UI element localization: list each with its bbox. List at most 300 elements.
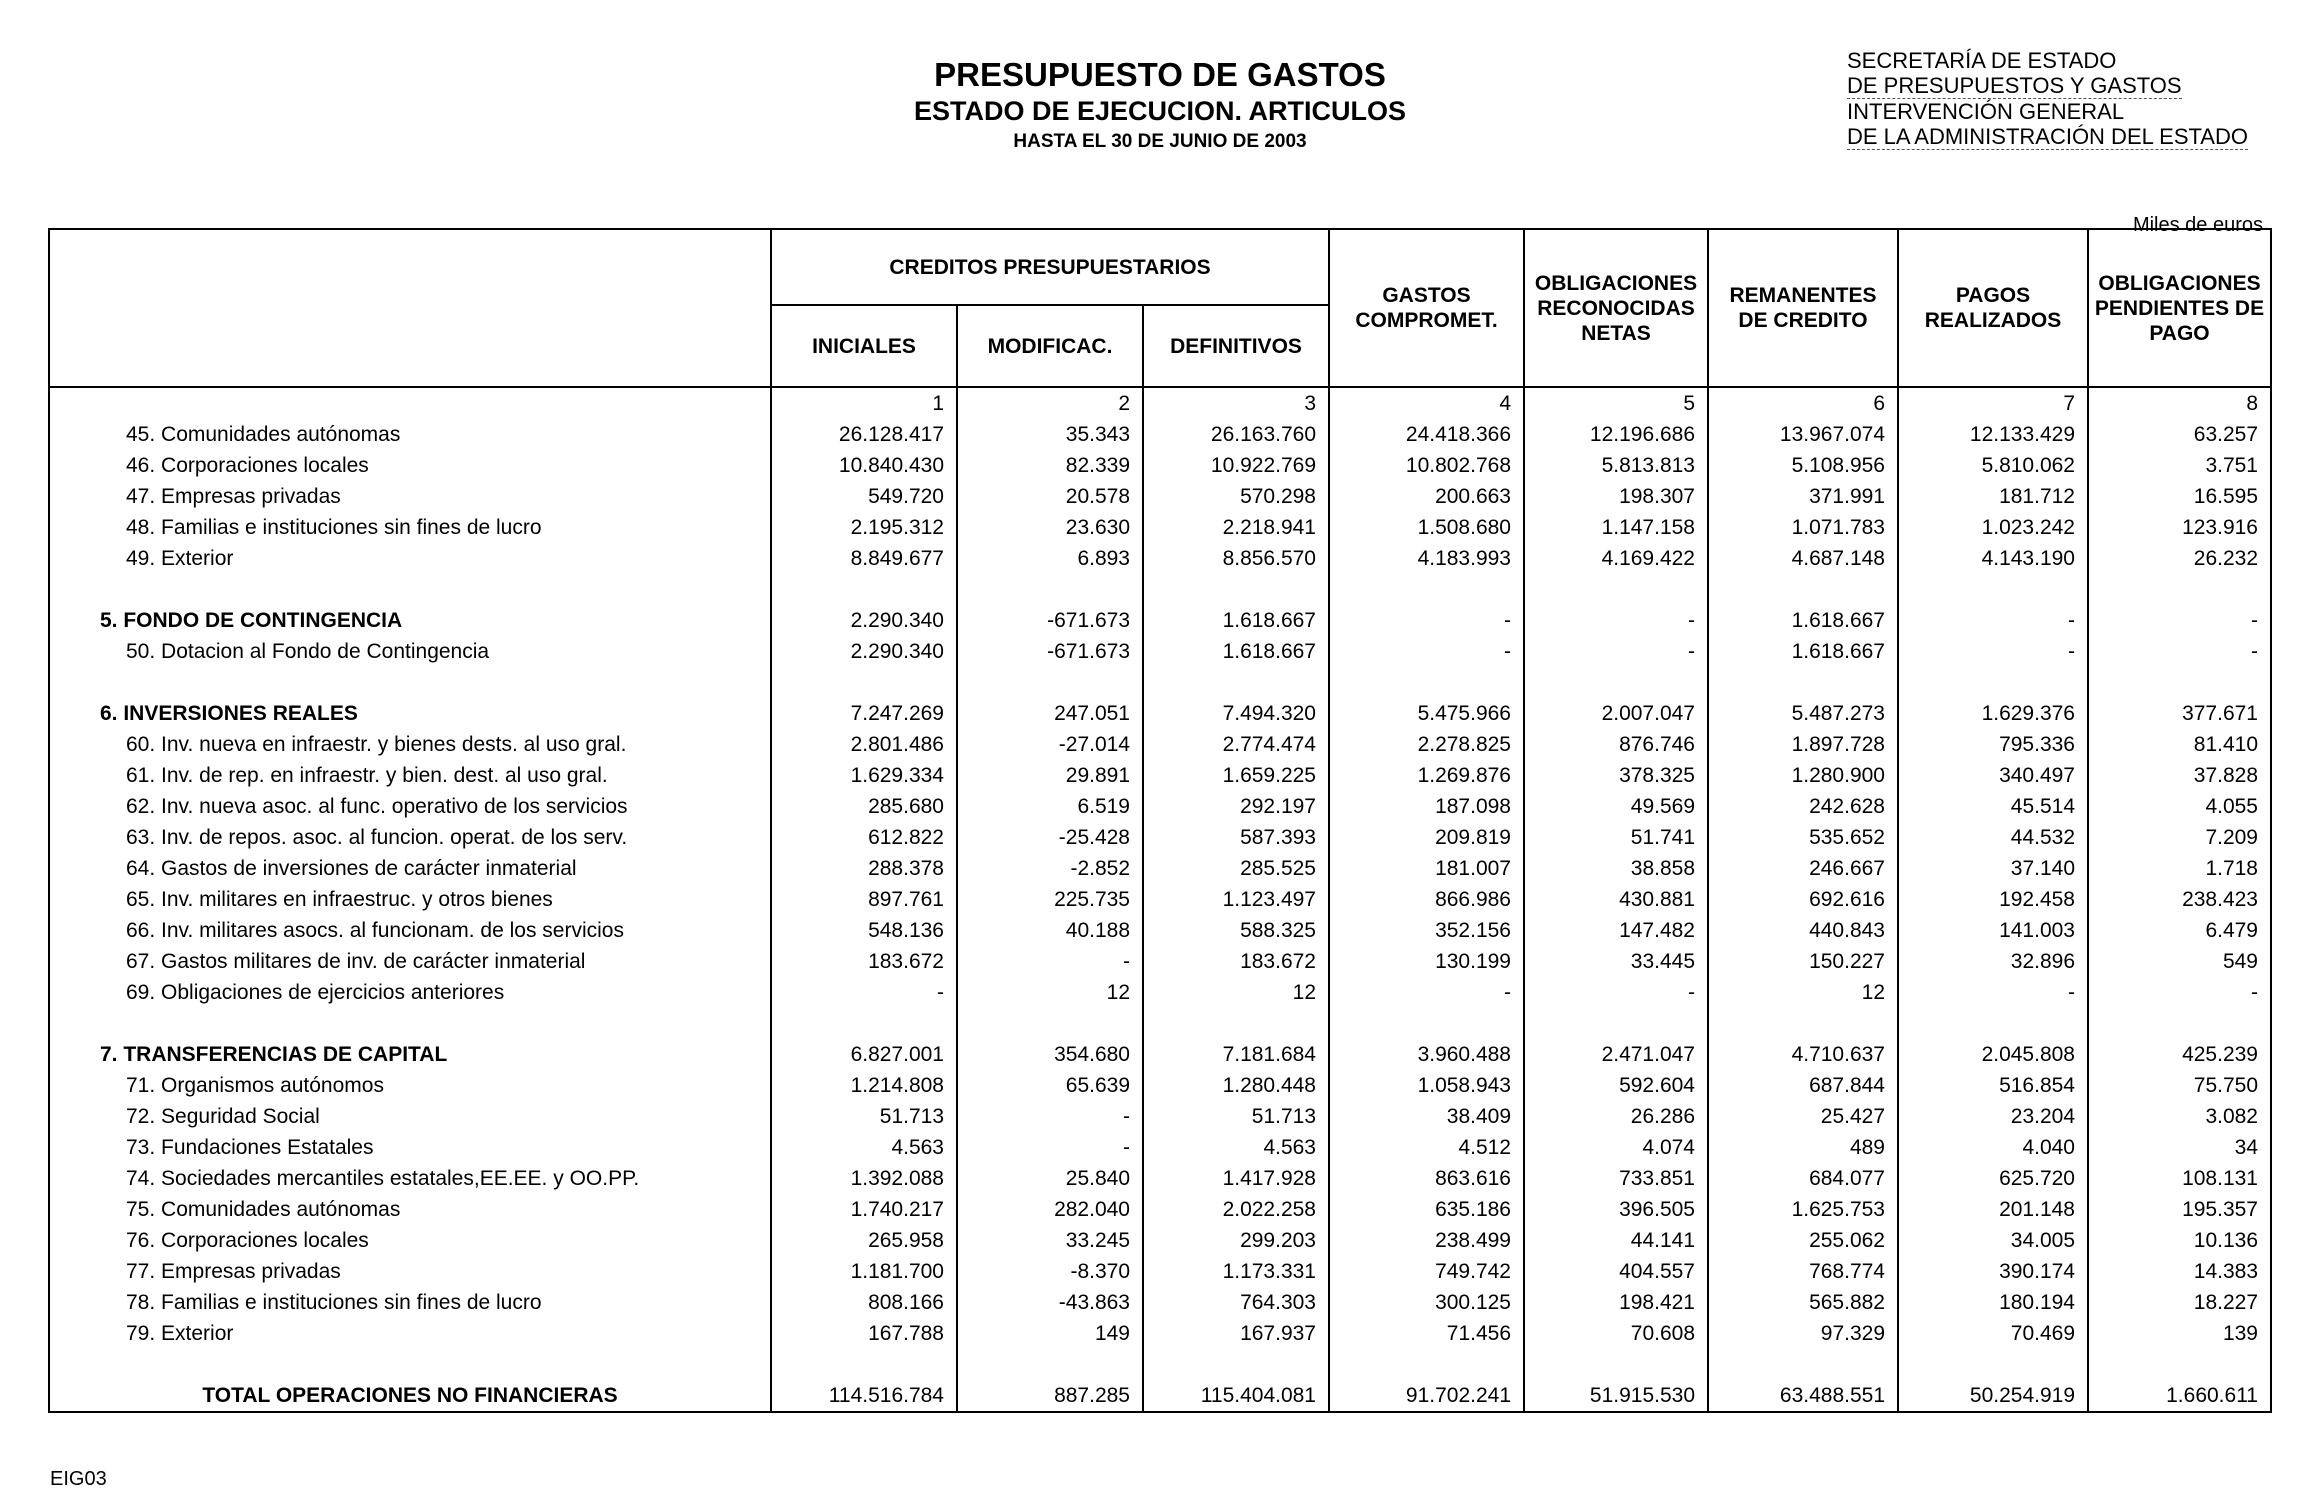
value-cell: 16.595	[2088, 481, 2271, 512]
table-row	[49, 450, 2271, 481]
value-cell: 40.188	[957, 915, 1143, 946]
value-cell: 255.062	[1708, 1225, 1898, 1256]
units-label: Miles de euros	[2132, 214, 2263, 236]
value-cell: 5.108.956	[1708, 450, 1898, 481]
value-cell: 26.163.760	[1143, 419, 1329, 450]
value-cell: 4.183.993	[1329, 543, 1524, 574]
value-cell: 4.169.422	[1524, 543, 1708, 574]
value-cell: 1.280.900	[1708, 760, 1898, 791]
value-cell: 489	[1708, 1132, 1898, 1163]
value-cell: 2.774.474	[1143, 729, 1329, 760]
value-cell: 10.802.768	[1329, 450, 1524, 481]
value-cell: 180.194	[1898, 1287, 2088, 1318]
value-cell: 45.514	[1898, 791, 2088, 822]
value-cell: 13.967.074	[1708, 419, 1898, 450]
value-cell: 684.077	[1708, 1163, 1898, 1194]
table-row	[49, 1287, 2271, 1318]
header-remanentes: REMANENTES DE CREDITO	[1708, 229, 1898, 387]
row-label: 5. FONDO DE CONTINGENCIA	[49, 605, 771, 636]
table-row	[49, 1163, 2271, 1194]
value-cell: 246.667	[1708, 853, 1898, 884]
value-cell: 12.196.686	[1524, 419, 1708, 450]
spacer-cell	[1898, 1349, 2088, 1380]
value-cell: 1.023.242	[1898, 512, 2088, 543]
value-cell: 265.958	[771, 1225, 957, 1256]
value-cell: 1.147.158	[1524, 512, 1708, 543]
value-cell: 63.257	[2088, 419, 2271, 450]
spacer-cell	[1708, 1349, 1898, 1380]
value-cell: 8.849.677	[771, 543, 957, 574]
value-cell: 4.512	[1329, 1132, 1524, 1163]
header-gastos: GASTOS COMPROMET.	[1329, 229, 1524, 387]
value-cell: 238.423	[2088, 884, 2271, 915]
value-cell: 51.741	[1524, 822, 1708, 853]
spacer-cell	[957, 574, 1143, 605]
column-number: 1	[771, 387, 957, 419]
spacer-cell	[49, 1349, 771, 1380]
agency-block	[1847, 48, 2248, 150]
column-number: 2	[957, 387, 1143, 419]
agency-line-2: DE PRESUPUESTOS Y GASTOS	[1847, 73, 2182, 98]
value-cell: 51.915.530	[1524, 1380, 1708, 1412]
value-cell: 2.290.340	[771, 605, 957, 636]
header-iniciales: INICIALES	[771, 305, 957, 387]
value-cell: 535.652	[1708, 822, 1898, 853]
table-row	[49, 1318, 2271, 1349]
value-cell: 866.986	[1329, 884, 1524, 915]
value-cell: 808.166	[771, 1287, 957, 1318]
document-title: PRESUPUESTO DE GASTOS	[934, 56, 1386, 93]
column-number: 8	[2088, 387, 2271, 419]
agency-line-3: INTERVENCIÓN GENERAL	[1847, 99, 2125, 124]
value-cell: 352.156	[1329, 915, 1524, 946]
value-cell: 592.604	[1524, 1070, 1708, 1101]
table-row	[49, 791, 2271, 822]
row-label: 60. Inv. nueva en infraestr. y bienes dests. al uso gral.	[49, 729, 771, 760]
value-cell: 863.616	[1329, 1163, 1524, 1194]
value-cell: 10.840.430	[771, 450, 957, 481]
value-cell: 34	[2088, 1132, 2271, 1163]
value-cell: 75.750	[2088, 1070, 2271, 1101]
value-cell: 1.740.217	[771, 1194, 957, 1225]
value-cell: 34.005	[1898, 1225, 2088, 1256]
value-cell: -	[1524, 636, 1708, 667]
value-cell: 12	[957, 977, 1143, 1008]
spacer-cell	[1708, 574, 1898, 605]
value-cell: 44.532	[1898, 822, 2088, 853]
section-row	[49, 698, 2271, 729]
value-cell: 7.209	[2088, 822, 2271, 853]
row-label: 73. Fundaciones Estatales	[49, 1132, 771, 1163]
value-cell: -	[1898, 605, 2088, 636]
value-cell: 2.218.941	[1143, 512, 1329, 543]
spacer-cell	[1524, 667, 1708, 698]
value-cell: 26.232	[2088, 543, 2271, 574]
row-label: 46. Corporaciones locales	[49, 450, 771, 481]
value-cell: 692.616	[1708, 884, 1898, 915]
column-number: 3	[1143, 387, 1329, 419]
row-label: 6. INVERSIONES REALES	[49, 698, 771, 729]
row-label: 76. Corporaciones locales	[49, 1225, 771, 1256]
value-cell: 183.672	[1143, 946, 1329, 977]
row-label: 71. Organismos autónomos	[49, 1070, 771, 1101]
table-row	[49, 1101, 2271, 1132]
value-cell: 33.445	[1524, 946, 1708, 977]
value-cell: 70.608	[1524, 1318, 1708, 1349]
value-cell: 612.822	[771, 822, 957, 853]
value-cell: 795.336	[1898, 729, 2088, 760]
value-cell: 764.303	[1143, 1287, 1329, 1318]
value-cell: 292.197	[1143, 791, 1329, 822]
value-cell: 440.843	[1708, 915, 1898, 946]
header-obligaciones: OBLIGACIONES RECONOCIDAS NETAS	[1524, 229, 1708, 387]
spacer-cell	[2088, 574, 2271, 605]
value-cell: 1.718	[2088, 853, 2271, 884]
value-cell: 150.227	[1708, 946, 1898, 977]
value-cell: 6.893	[957, 543, 1143, 574]
value-cell: 300.125	[1329, 1287, 1524, 1318]
value-cell: 37.140	[1898, 853, 2088, 884]
value-cell: 1.392.088	[771, 1163, 957, 1194]
spacer-cell	[1898, 574, 2088, 605]
row-label: 7. TRANSFERENCIAS DE CAPITAL	[49, 1039, 771, 1070]
table-row	[49, 946, 2271, 977]
value-cell: 548.136	[771, 915, 957, 946]
value-cell: 70.469	[1898, 1318, 2088, 1349]
value-cell: 340.497	[1898, 760, 2088, 791]
value-cell: -	[2088, 636, 2271, 667]
value-cell: 12	[1143, 977, 1329, 1008]
value-cell: 167.788	[771, 1318, 957, 1349]
header-creditos: CREDITOS PRESUPUESTARIOS	[771, 229, 1329, 305]
table-row	[49, 822, 2271, 853]
row-label: 49. Exterior	[49, 543, 771, 574]
value-cell: 35.343	[957, 419, 1143, 450]
value-cell: 390.174	[1898, 1256, 2088, 1287]
value-cell: 1.280.448	[1143, 1070, 1329, 1101]
row-label: 61. Inv. de rep. en infraestr. y bien. dest. al uso gral.	[49, 760, 771, 791]
table-row	[49, 760, 2271, 791]
value-cell: 25.427	[1708, 1101, 1898, 1132]
value-cell: 3.751	[2088, 450, 2271, 481]
table-row	[49, 636, 2271, 667]
value-cell: 167.937	[1143, 1318, 1329, 1349]
spacer-cell	[49, 1008, 771, 1039]
value-cell: -	[771, 977, 957, 1008]
document-date: HASTA EL 30 DE JUNIO DE 2003	[1013, 131, 1307, 152]
value-cell: 63.488.551	[1708, 1380, 1898, 1412]
value-cell: 81.410	[2088, 729, 2271, 760]
spacer-cell	[1329, 667, 1524, 698]
value-cell: 25.840	[957, 1163, 1143, 1194]
value-cell: 238.499	[1329, 1225, 1524, 1256]
value-cell: 115.404.081	[1143, 1380, 1329, 1412]
value-cell: 377.671	[2088, 698, 2271, 729]
row-label: 62. Inv. nueva asoc. al func. operativo de los servicios	[49, 791, 771, 822]
row-label: 74. Sociedades mercantiles estatales,EE.EE. y OO.PP.	[49, 1163, 771, 1194]
value-cell: 4.710.637	[1708, 1039, 1898, 1070]
column-number: 4	[1329, 387, 1524, 419]
value-cell: 749.742	[1329, 1256, 1524, 1287]
value-cell: 354.680	[957, 1039, 1143, 1070]
value-cell: 130.199	[1329, 946, 1524, 977]
value-cell: 285.680	[771, 791, 957, 822]
spacer-cell	[1143, 574, 1329, 605]
value-cell: 29.891	[957, 760, 1143, 791]
value-cell: 288.378	[771, 853, 957, 884]
column-number: 6	[1708, 387, 1898, 419]
value-cell: 183.672	[771, 946, 957, 977]
row-label: 47. Empresas privadas	[49, 481, 771, 512]
value-cell: 282.040	[957, 1194, 1143, 1225]
row-label: 45. Comunidades autónomas	[49, 419, 771, 450]
value-cell: 10.136	[2088, 1225, 2271, 1256]
value-cell: 1.269.876	[1329, 760, 1524, 791]
value-cell: -	[1898, 636, 2088, 667]
value-cell: -	[2088, 605, 2271, 636]
value-cell: 1.173.331	[1143, 1256, 1329, 1287]
header-modificac: MODIFICAC.	[957, 305, 1143, 387]
section-row	[49, 605, 2271, 636]
value-cell: 1.897.728	[1708, 729, 1898, 760]
value-cell: 97.329	[1708, 1318, 1898, 1349]
value-cell: 5.487.273	[1708, 698, 1898, 729]
value-cell: 1.625.753	[1708, 1194, 1898, 1225]
value-cell: 65.639	[957, 1070, 1143, 1101]
value-cell: 20.578	[957, 481, 1143, 512]
table-row	[49, 884, 2271, 915]
value-cell: 285.525	[1143, 853, 1329, 884]
value-cell: 635.186	[1329, 1194, 1524, 1225]
spacer-cell	[1143, 1349, 1329, 1380]
budget-table-body	[49, 387, 2271, 1412]
value-cell: -2.852	[957, 853, 1143, 884]
value-cell: 12	[1708, 977, 1898, 1008]
spacer-cell	[1143, 1008, 1329, 1039]
value-cell: 23.630	[957, 512, 1143, 543]
spacer-row	[49, 574, 2271, 605]
column-number: 7	[1898, 387, 2088, 419]
agency-line-1: SECRETARÍA DE ESTADO	[1847, 48, 2117, 73]
spacer-cell	[1524, 1349, 1708, 1380]
value-cell: 587.393	[1143, 822, 1329, 853]
table-row	[49, 1256, 2271, 1287]
column-number: 5	[1524, 387, 1708, 419]
table-row	[49, 543, 2271, 574]
table-row	[49, 512, 2271, 543]
footer-code: EIG03	[50, 1468, 107, 1490]
value-cell: 1.629.376	[1898, 698, 2088, 729]
value-cell: 187.098	[1329, 791, 1524, 822]
value-cell: 26.286	[1524, 1101, 1708, 1132]
value-cell: 1.618.667	[1708, 605, 1898, 636]
value-cell: 1.618.667	[1708, 636, 1898, 667]
row-label: 48. Familias e instituciones sin fines de lucro	[49, 512, 771, 543]
value-cell: 2.007.047	[1524, 698, 1708, 729]
value-cell: 687.844	[1708, 1070, 1898, 1101]
total-row	[49, 1380, 2271, 1412]
value-cell: 149	[957, 1318, 1143, 1349]
value-cell: 733.851	[1524, 1163, 1708, 1194]
value-cell: 1.071.783	[1708, 512, 1898, 543]
value-cell: -	[1329, 977, 1524, 1008]
value-cell: 887.285	[957, 1380, 1143, 1412]
value-cell: 201.148	[1898, 1194, 2088, 1225]
value-cell: 209.819	[1329, 822, 1524, 853]
value-cell: 1.618.667	[1143, 636, 1329, 667]
value-cell: 147.482	[1524, 915, 1708, 946]
value-cell: 4.563	[771, 1132, 957, 1163]
value-cell: 3.082	[2088, 1101, 2271, 1132]
spacer-cell	[1898, 1008, 2088, 1039]
spacer-cell	[2088, 667, 2271, 698]
value-cell: 1.181.700	[771, 1256, 957, 1287]
value-cell: 2.471.047	[1524, 1039, 1708, 1070]
value-cell: -	[1329, 605, 1524, 636]
spacer-cell	[1708, 1008, 1898, 1039]
header-definitivos: DEFINITIVOS	[1143, 305, 1329, 387]
value-cell: 139	[2088, 1318, 2271, 1349]
spacer-cell	[49, 574, 771, 605]
document-title-block	[880, 55, 1440, 155]
value-cell: 516.854	[1898, 1070, 2088, 1101]
value-cell: 430.881	[1524, 884, 1708, 915]
value-cell: 7.181.684	[1143, 1039, 1329, 1070]
table-row	[49, 729, 2271, 760]
value-cell: 181.007	[1329, 853, 1524, 884]
value-cell: 198.307	[1524, 481, 1708, 512]
value-cell: -27.014	[957, 729, 1143, 760]
row-label: 72. Seguridad Social	[49, 1101, 771, 1132]
spacer-cell	[957, 1008, 1143, 1039]
spacer-cell	[49, 667, 771, 698]
value-cell: 425.239	[2088, 1039, 2271, 1070]
spacer-row	[49, 667, 2271, 698]
value-cell: 24.418.366	[1329, 419, 1524, 450]
value-cell: 91.702.241	[1329, 1380, 1524, 1412]
spacer-cell	[1143, 667, 1329, 698]
value-cell: 1.214.808	[771, 1070, 957, 1101]
value-cell: 23.204	[1898, 1101, 2088, 1132]
value-cell: 225.735	[957, 884, 1143, 915]
value-cell: 371.991	[1708, 481, 1898, 512]
value-cell: 2.195.312	[771, 512, 957, 543]
value-cell: -	[1898, 977, 2088, 1008]
table-row	[49, 1225, 2271, 1256]
value-cell: 4.687.148	[1708, 543, 1898, 574]
value-cell: 18.227	[2088, 1287, 2271, 1318]
value-cell: 6.479	[2088, 915, 2271, 946]
value-cell: 141.003	[1898, 915, 2088, 946]
value-cell: 5.813.813	[1524, 450, 1708, 481]
value-cell: 6.519	[957, 791, 1143, 822]
table-row	[49, 481, 2271, 512]
value-cell: 4.055	[2088, 791, 2271, 822]
value-cell: 2.801.486	[771, 729, 957, 760]
column-number-blank	[49, 387, 771, 419]
value-cell: -43.863	[957, 1287, 1143, 1318]
value-cell: 38.409	[1329, 1101, 1524, 1132]
header-pendientes: OBLIGACIONES PENDIENTES DE PAGO	[2088, 229, 2271, 387]
document-subtitle: ESTADO DE EJECUCION. ARTICULOS	[913, 96, 1407, 126]
value-cell: 768.774	[1708, 1256, 1898, 1287]
spacer-cell	[1708, 667, 1898, 698]
value-cell: -671.673	[957, 636, 1143, 667]
value-cell: 625.720	[1898, 1163, 2088, 1194]
value-cell: 897.761	[771, 884, 957, 915]
row-label: 67. Gastos militares de inv. de carácter inmaterial	[49, 946, 771, 977]
value-cell: 2.290.340	[771, 636, 957, 667]
row-label: 66. Inv. militares asocs. al funcionam. de los servicios	[49, 915, 771, 946]
value-cell: -	[957, 1132, 1143, 1163]
row-label: 79. Exterior	[49, 1318, 771, 1349]
row-label: 78. Familias e instituciones sin fines de lucro	[49, 1287, 771, 1318]
table-row	[49, 977, 2271, 1008]
value-cell: 1.417.928	[1143, 1163, 1329, 1194]
value-cell: -	[2088, 977, 2271, 1008]
value-cell: 5.810.062	[1898, 450, 2088, 481]
value-cell: 570.298	[1143, 481, 1329, 512]
value-cell: -	[1524, 977, 1708, 1008]
value-cell: 1.629.334	[771, 760, 957, 791]
value-cell: 1.659.225	[1143, 760, 1329, 791]
value-cell: 37.828	[2088, 760, 2271, 791]
value-cell: 1.123.497	[1143, 884, 1329, 915]
value-cell: 49.569	[1524, 791, 1708, 822]
value-cell: -671.673	[957, 605, 1143, 636]
spacer-row	[49, 1349, 2271, 1380]
value-cell: 7.494.320	[1143, 698, 1329, 729]
table-row	[49, 1194, 2271, 1225]
spacer-cell	[1329, 574, 1524, 605]
value-cell: 549.720	[771, 481, 957, 512]
value-cell: 1.618.667	[1143, 605, 1329, 636]
spacer-cell	[2088, 1349, 2271, 1380]
value-cell: 8.856.570	[1143, 543, 1329, 574]
value-cell: 10.922.769	[1143, 450, 1329, 481]
row-label: 65. Inv. militares en infraestruc. y otros bienes	[49, 884, 771, 915]
value-cell: 51.713	[1143, 1101, 1329, 1132]
value-cell: 181.712	[1898, 481, 2088, 512]
value-cell: 4.143.190	[1898, 543, 2088, 574]
value-cell: 2.278.825	[1329, 729, 1524, 760]
spacer-cell	[957, 667, 1143, 698]
value-cell: -25.428	[957, 822, 1143, 853]
value-cell: 6.827.001	[771, 1039, 957, 1070]
value-cell: -	[1329, 636, 1524, 667]
value-cell: 2.022.258	[1143, 1194, 1329, 1225]
value-cell: 247.051	[957, 698, 1143, 729]
spacer-cell	[1329, 1349, 1524, 1380]
header-blank-cell	[49, 229, 771, 387]
row-label: 63. Inv. de repos. asoc. al funcion. operat. de los serv.	[49, 822, 771, 853]
value-cell: 71.456	[1329, 1318, 1524, 1349]
value-cell: 1.660.611	[2088, 1380, 2271, 1412]
value-cell: 1.058.943	[1329, 1070, 1524, 1101]
value-cell: 195.357	[2088, 1194, 2271, 1225]
value-cell: 108.131	[2088, 1163, 2271, 1194]
spacer-cell	[1898, 667, 2088, 698]
table-row	[49, 915, 2271, 946]
value-cell: 51.713	[771, 1101, 957, 1132]
spacer-cell	[771, 1349, 957, 1380]
value-cell: 4.040	[1898, 1132, 2088, 1163]
spacer-cell	[771, 1008, 957, 1039]
value-cell: 14.383	[2088, 1256, 2271, 1287]
spacer-cell	[1524, 1008, 1708, 1039]
value-cell: 114.516.784	[771, 1380, 957, 1412]
table-row	[49, 1132, 2271, 1163]
